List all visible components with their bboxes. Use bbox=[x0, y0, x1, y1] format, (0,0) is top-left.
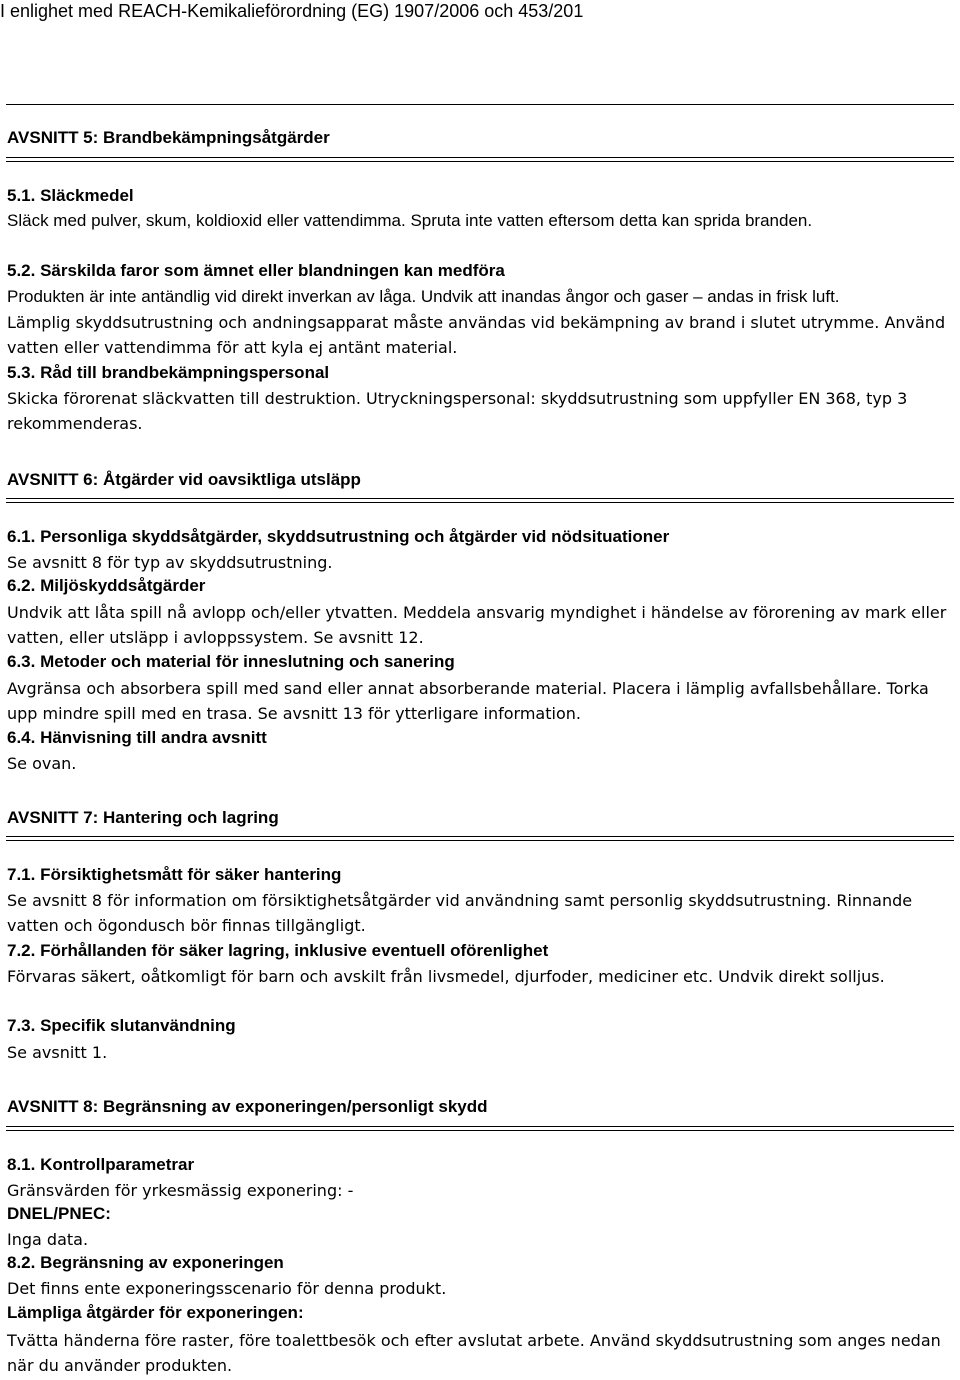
section-5-title: AVSNITT 5: Brandbekämpningsåtgärder bbox=[7, 128, 330, 147]
heading-exposure-measures: Lämpliga åtgärder för exponeringen: bbox=[7, 1303, 304, 1322]
heading-5-3: 5.3. Råd till brandbekämpningspersonal bbox=[7, 363, 330, 382]
section-5-rule bbox=[6, 157, 954, 162]
text-6-3: Avgränsa och absorbera spill med sand eller annat absorberande material. Placera i lämplig avfallsbehållare. Torka upp mindre spill med en trasa. Se avsnitt 13 för ytterligare information. bbox=[7, 679, 929, 723]
heading-8-1: 8.1. Kontrollparametrar bbox=[7, 1155, 195, 1174]
text-5-2b: Lämplig skyddsutrustning och andningsapparat måste användas vid bekämpning av brand i slutet utrymme. Använd vatten eller vattendimma för att kyla ej antänt material. bbox=[7, 313, 946, 357]
heading-7-1: 7.1. Försiktighetsmått för säker hantering bbox=[7, 865, 342, 884]
text-5-2a: Produkten är inte antändlig vid direkt inverkan av låga. Undvik att inandas ångor och gaser – andas in frisk luft. bbox=[7, 287, 840, 306]
heading-7-3: 7.3. Specifik slutanvändning bbox=[7, 1016, 236, 1035]
text-exposure-measures: Tvätta händerna före raster, före toalettbesök och efter avslutat arbete. Använd skyddsutrustning som anges nedan när du använder produkten. bbox=[7, 1331, 941, 1375]
heading-6-3: 6.3. Metoder och material för inneslutning och sanering bbox=[7, 652, 455, 671]
text-6-1: Se avsnitt 8 för typ av skyddsutrustning. bbox=[7, 553, 333, 572]
heading-6-2: 6.2. Miljöskyddsåtgärder bbox=[7, 576, 206, 595]
section-7-title: AVSNITT 7: Hantering och lagring bbox=[7, 808, 279, 827]
heading-6-4: 6.4. Hänvisning till andra avsnitt bbox=[7, 728, 267, 747]
text-6-4: Se ovan. bbox=[7, 754, 77, 773]
heading-7-2: 7.2. Förhållanden för säker lagring, inklusive eventuell oförenlighet bbox=[7, 941, 549, 960]
text-7-3: Se avsnitt 1. bbox=[7, 1043, 108, 1062]
text-7-2: Förvaras säkert, oåtkomligt för barn och avskilt från livsmedel, djurfoder, mediciner etc. Undvik direkt solljus. bbox=[7, 967, 885, 986]
heading-8-2: 8.2. Begränsning av exponeringen bbox=[7, 1253, 284, 1272]
section-8-title: AVSNITT 8: Begränsning av exponeringen/personligt skydd bbox=[7, 1097, 488, 1116]
section-6-rule bbox=[6, 498, 954, 503]
text-dnel-pnec: Inga data. bbox=[7, 1230, 89, 1249]
text-7-1: Se avsnitt 8 för information om försiktighetsåtgärder vid användning samt personlig skyddsutrustning. Rinnande vatten och ögondusch bör finnas tillgängligt. bbox=[7, 891, 913, 935]
text-8-2: Det finns ente exponeringsscenario för denna produkt. bbox=[7, 1279, 447, 1298]
heading-5-2: 5.2. Särskilda faror som ämnet eller blandningen kan medföra bbox=[7, 261, 505, 280]
section-8-rule bbox=[6, 1126, 954, 1131]
section-7-rule bbox=[6, 836, 954, 841]
document-header: I enlighet med REACH-Kemikalieförordning (EG) 1907/2006 och 453/201 bbox=[0, 1, 584, 21]
text-8-1: Gränsvärden för yrkesmässig exponering: - bbox=[7, 1181, 354, 1200]
heading-5-1: 5.1. Släckmedel bbox=[7, 186, 134, 205]
text-5-1: Släck med pulver, skum, koldioxid eller vattendimma. Spruta inte vatten eftersom detta kan sprida branden. bbox=[7, 211, 813, 230]
section-6-title: AVSNITT 6: Åtgärder vid oavsiktliga utsläpp bbox=[7, 470, 361, 489]
text-5-3: Skicka förorenat släckvatten till destruktion. Utryckningspersonal: skyddsutrustning som uppfyller EN 368, typ 3 rekommenderas. bbox=[7, 389, 908, 433]
heading-6-1: 6.1. Personliga skyddsåtgärder, skyddsutrustning och åtgärder vid nödsituationer bbox=[7, 527, 670, 546]
header-rule bbox=[6, 104, 954, 105]
heading-dnel-pnec: DNEL/PNEC: bbox=[7, 1204, 111, 1223]
text-6-2: Undvik att låta spill nå avlopp och/eller ytvatten. Meddela ansvarig myndighet i händelse av förorening av mark eller vatten, eller utsläpp i avloppssystem. Se avsnitt 12. bbox=[7, 603, 947, 647]
